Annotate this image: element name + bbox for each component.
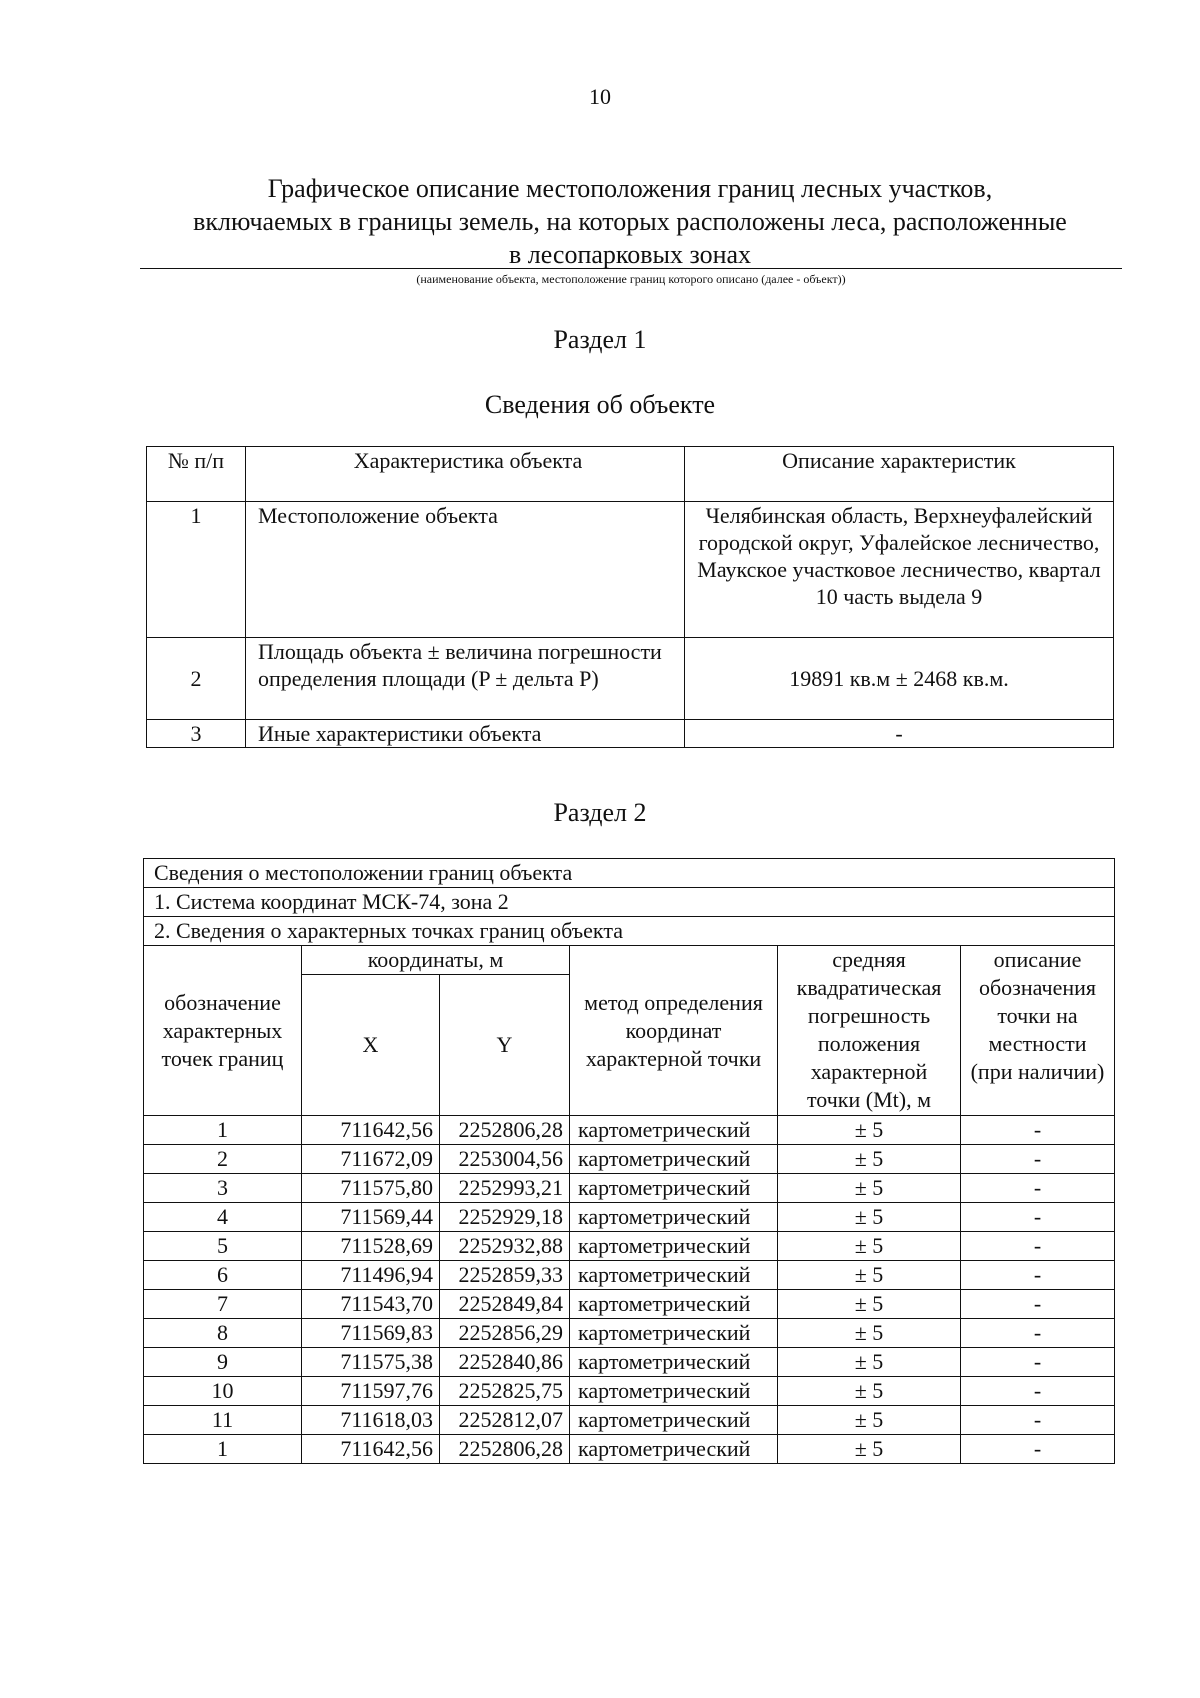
row-point: 4 <box>144 1203 302 1232</box>
row-y: 2252929,18 <box>440 1203 570 1232</box>
section2-heading: Раздел 2 <box>553 798 647 827</box>
row-error: ± 5 <box>778 1406 961 1435</box>
table-row <box>144 1377 1115 1406</box>
row-y: 2252840,86 <box>440 1348 570 1377</box>
page-number: 10 <box>589 84 611 109</box>
row-description: - <box>961 1116 1115 1145</box>
table-row <box>144 1435 1115 1464</box>
row-description: - <box>961 1203 1115 1232</box>
points-title: 2. Сведения о характерных точках границ объекта <box>144 917 1115 946</box>
row-y: 2252806,28 <box>440 1435 570 1464</box>
row-description: - <box>961 1348 1115 1377</box>
row-x: 711618,03 <box>302 1406 440 1435</box>
row-method: картометрический <box>570 1203 778 1232</box>
row-num: 1 <box>147 502 246 638</box>
row-error: ± 5 <box>778 1348 961 1377</box>
row-method: картометрический <box>570 1406 778 1435</box>
table-header-row <box>144 946 1115 975</box>
row-error: ± 5 <box>778 1435 961 1464</box>
table-header-row <box>147 447 1114 502</box>
row-characteristic: Иные характеристики объекта <box>246 720 685 748</box>
row-y: 2252859,33 <box>440 1261 570 1290</box>
table-row <box>144 1261 1115 1290</box>
row-description: - <box>961 1319 1115 1348</box>
table-row <box>144 1232 1115 1261</box>
table-row <box>147 502 1114 638</box>
row-point: 1 <box>144 1435 302 1464</box>
row-y: 2253004,56 <box>440 1145 570 1174</box>
points-body <box>144 1116 1115 1464</box>
header-x: X <box>302 975 440 1116</box>
row-point: 3 <box>144 1174 302 1203</box>
row-method: картометрический <box>570 1145 778 1174</box>
row-description: - <box>961 1174 1115 1203</box>
table-title-row <box>144 859 1115 888</box>
title-line: в лесопарковых зонах <box>508 240 752 269</box>
row-y: 2252849,84 <box>440 1290 570 1319</box>
row-error: ± 5 <box>778 1116 961 1145</box>
header-num: № п/п <box>147 447 246 502</box>
row-x: 711575,38 <box>302 1348 440 1377</box>
table-row <box>147 720 1114 748</box>
row-method: картометрический <box>570 1174 778 1203</box>
header-description: описание обозначения точки на местности (при наличии) <box>961 946 1115 1116</box>
row-x: 711672,09 <box>302 1145 440 1174</box>
row-y: 2252932,88 <box>440 1232 570 1261</box>
row-x: 711642,56 <box>302 1435 440 1464</box>
row-y: 2252806,28 <box>440 1116 570 1145</box>
row-error: ± 5 <box>778 1319 961 1348</box>
row-x: 711496,94 <box>302 1261 440 1290</box>
row-x: 711575,80 <box>302 1174 440 1203</box>
table-row <box>144 1203 1115 1232</box>
row-description: 19891 кв.м ± 2468 кв.м. <box>685 638 1114 720</box>
row-description: Челябинская область, Верхнеуфалейский городской округ, Уфалейское лесничество, Маукское участковое лесничество, квартал 10 часть выдела 9 <box>685 502 1114 638</box>
table-row <box>144 1290 1115 1319</box>
coord-system-row <box>144 888 1115 917</box>
row-y: 2252825,75 <box>440 1377 570 1406</box>
row-num: 3 <box>147 720 246 748</box>
row-description: - <box>685 720 1114 748</box>
section1-subheading: Сведения об объекте <box>484 390 716 419</box>
boundary-points-table <box>143 858 1115 1464</box>
points-title-row <box>144 917 1115 946</box>
title-caption: (наименование объекта, местоположение границ которого описано (далее - объект)) <box>416 272 846 286</box>
table-row <box>144 1319 1115 1348</box>
row-description: - <box>961 1377 1115 1406</box>
row-error: ± 5 <box>778 1261 961 1290</box>
table-row <box>144 1406 1115 1435</box>
row-error: ± 5 <box>778 1290 961 1319</box>
title-line: включаемых в границы земель, на которых расположены леса, расположенные <box>193 207 1067 236</box>
coord-system: 1. Система координат МСК-74, зона 2 <box>144 888 1115 917</box>
row-description: - <box>961 1435 1115 1464</box>
row-num: 2 <box>147 638 246 720</box>
row-description: - <box>961 1232 1115 1261</box>
row-point: 10 <box>144 1377 302 1406</box>
row-method: картометрический <box>570 1261 778 1290</box>
row-x: 711569,44 <box>302 1203 440 1232</box>
table-row <box>147 638 1114 720</box>
row-method: картометрический <box>570 1435 778 1464</box>
row-error: ± 5 <box>778 1145 961 1174</box>
row-method: картометрический <box>570 1290 778 1319</box>
row-point: 5 <box>144 1232 302 1261</box>
table-row <box>144 1145 1115 1174</box>
header-method: метод определения координат характерной точки <box>570 946 778 1116</box>
table-row <box>144 1174 1115 1203</box>
title-line: Графическое описание местоположения границ лесных участков, <box>267 174 993 203</box>
row-y: 2252856,29 <box>440 1319 570 1348</box>
document-title <box>140 172 1120 271</box>
row-error: ± 5 <box>778 1203 961 1232</box>
header-y: Y <box>440 975 570 1116</box>
row-point: 6 <box>144 1261 302 1290</box>
row-characteristic: Площадь объекта ± величина погрешности определения площади (P ± дельта P) <box>246 638 685 720</box>
row-method: картометрический <box>570 1116 778 1145</box>
row-description: - <box>961 1406 1115 1435</box>
row-x: 711642,56 <box>302 1116 440 1145</box>
row-x: 711569,83 <box>302 1319 440 1348</box>
row-point: 7 <box>144 1290 302 1319</box>
row-point: 9 <box>144 1348 302 1377</box>
object-info-table <box>146 446 1114 748</box>
row-method: картометрический <box>570 1348 778 1377</box>
row-error: ± 5 <box>778 1232 961 1261</box>
row-point: 8 <box>144 1319 302 1348</box>
header-error: средняя квадратическая погрешность положения характерной точки (Mt), м <box>778 946 961 1116</box>
header-characteristic: Характеристика объекта <box>246 447 685 502</box>
table-title: Сведения о местоположении границ объекта <box>144 859 1115 888</box>
row-characteristic: Местоположение объекта <box>246 502 685 638</box>
row-error: ± 5 <box>778 1174 961 1203</box>
row-x: 711528,69 <box>302 1232 440 1261</box>
row-x: 711597,76 <box>302 1377 440 1406</box>
header-description: Описание характеристик <box>685 447 1114 502</box>
row-method: картометрический <box>570 1319 778 1348</box>
table-row <box>144 1348 1115 1377</box>
row-description: - <box>961 1261 1115 1290</box>
header-coordinates: координаты, м <box>302 946 570 975</box>
row-description: - <box>961 1145 1115 1174</box>
row-description: - <box>961 1290 1115 1319</box>
row-method: картометрический <box>570 1232 778 1261</box>
row-point: 2 <box>144 1145 302 1174</box>
row-x: 711543,70 <box>302 1290 440 1319</box>
row-point: 1 <box>144 1116 302 1145</box>
row-y: 2252812,07 <box>440 1406 570 1435</box>
row-method: картометрический <box>570 1377 778 1406</box>
row-error: ± 5 <box>778 1377 961 1406</box>
title-underline <box>140 268 1122 269</box>
row-point: 11 <box>144 1406 302 1435</box>
section1-heading: Раздел 1 <box>553 325 647 354</box>
header-point: обозначение характерных точек границ <box>144 946 302 1116</box>
row-y: 2252993,21 <box>440 1174 570 1203</box>
table-row <box>144 1116 1115 1145</box>
